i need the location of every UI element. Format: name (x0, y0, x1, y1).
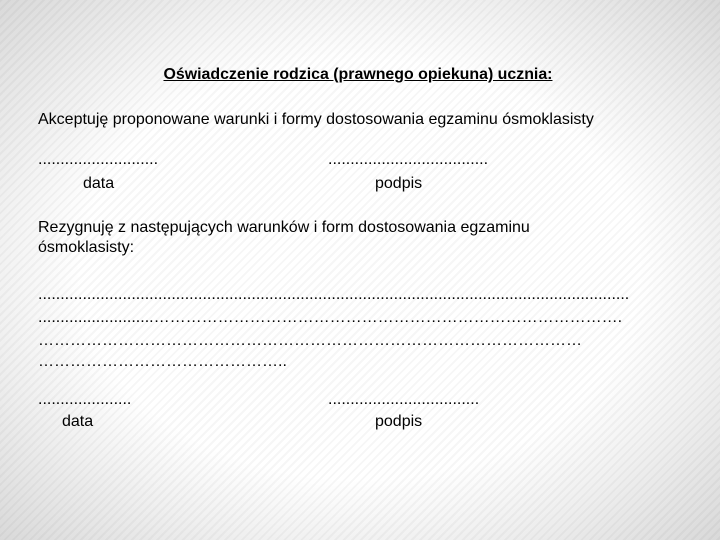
signature-label-2: podpis (375, 413, 423, 430)
signature-label-1: podpis (375, 175, 423, 192)
answer-line-2: ..........................……………………………………………………………………………. (38, 309, 623, 326)
document-title: Oświadczenie rodzica (prawnego opiekuna) ucznia: (163, 66, 553, 83)
date-label-2: data (62, 413, 94, 430)
answer-line-1: ..................................................................................................................................... (38, 286, 630, 303)
signature-line-2: .................................. (328, 391, 480, 408)
signature-line-1: .................................... (328, 151, 489, 168)
date-line-2: ..................... (38, 391, 132, 408)
refuse-statement-line-2: ósmoklasisty: (38, 239, 135, 256)
date-line-1: ........................... (38, 151, 159, 168)
date-label-1: data (83, 175, 115, 192)
answer-line-4: ……………………………………….. (38, 353, 287, 370)
refuse-statement-line-1: Rezygnuję z następujących warunków i form dostosowania egzaminu (38, 219, 530, 236)
accept-statement: Akceptuję proponowane warunki i formy dostosowania egzaminu ósmoklasisty (38, 111, 594, 128)
answer-line-3: ………………………………………………………………………………………… (38, 332, 582, 349)
